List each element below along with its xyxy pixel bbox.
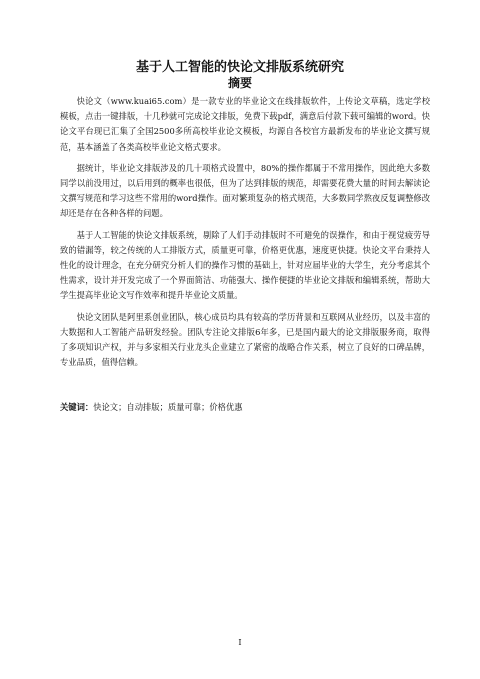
abstract-paragraph: 快论文团队是阿里系创业团队，核心成员均具有较高的学历背景和互联网从业经历，以及丰富的大数据和人工智能产品研发经验。团队专注论文排版6年多，已是国内最大的论文排版服务商，取得了多项知识产权，并与多家相关行业龙头企业建立了紧密的战略合作关系，树立了良好的口碑品牌，专业品质，值得信赖。 xyxy=(60,311,430,368)
keywords-line xyxy=(60,400,430,415)
abstract-heading: 摘要 xyxy=(227,76,252,90)
abstract-paragraph: 据统计，毕业论文排版涉及的几十项格式设置中，80%的操作都属于不常用操作，因此绝大多数同学以前没用过，以后用到的概率也很低，但为了达到排版的规范，却需要花费大量的时间去解读论文撰写规范和学习这些不常用的word操作。面对繁琐复杂的格式规范，大多数同学熬夜反复调整修改却还是存在各种各样的问题。 xyxy=(60,162,430,219)
keywords-text: 快论文；自动排版；质量可靠；价格优惠 xyxy=(93,402,243,412)
abstract-paragraph: 基于人工智能的快论文排版系统，剔除了人们手动排版时不可避免的误操作，和由于视觉疲劳导致的错漏等，较之传统的人工排版方式，质量更可靠，价格更优惠，速度更快捷。快论文平台秉持人性化的设计理念，在充分研究分析人们的操作习惯的基础上，针对应届毕业的大学生，充分考虑其个性需求，设计并开发完成了一个界面简洁、功能强大、操作便捷的毕业论文排版和编辑系统，帮助大学生提高毕业论文写作效率和提升毕业论文质量。 xyxy=(60,229,430,301)
keywords-label: 关键词： xyxy=(60,402,94,412)
page-title: 基于人工智能的快论文排版系统研究 xyxy=(135,60,344,75)
abstract-body xyxy=(60,94,430,376)
abstract-paragraph: 快论文（www.kuai65.com）是一款专业的毕业论文在线排版软件，上传论文草稿，选定学校模板，点击一键排版，十几秒就可完成论文排版，免费下载pdf，满意后付款下载可编辑的word。快论文平台现已汇集了全国2500多所高校毕业论文模板，均源自各校官方最新发布的毕业论文撰写规范，基本涵盖了各类高校毕业论文格式要求。 xyxy=(60,96,430,152)
page-number: I xyxy=(238,638,242,647)
